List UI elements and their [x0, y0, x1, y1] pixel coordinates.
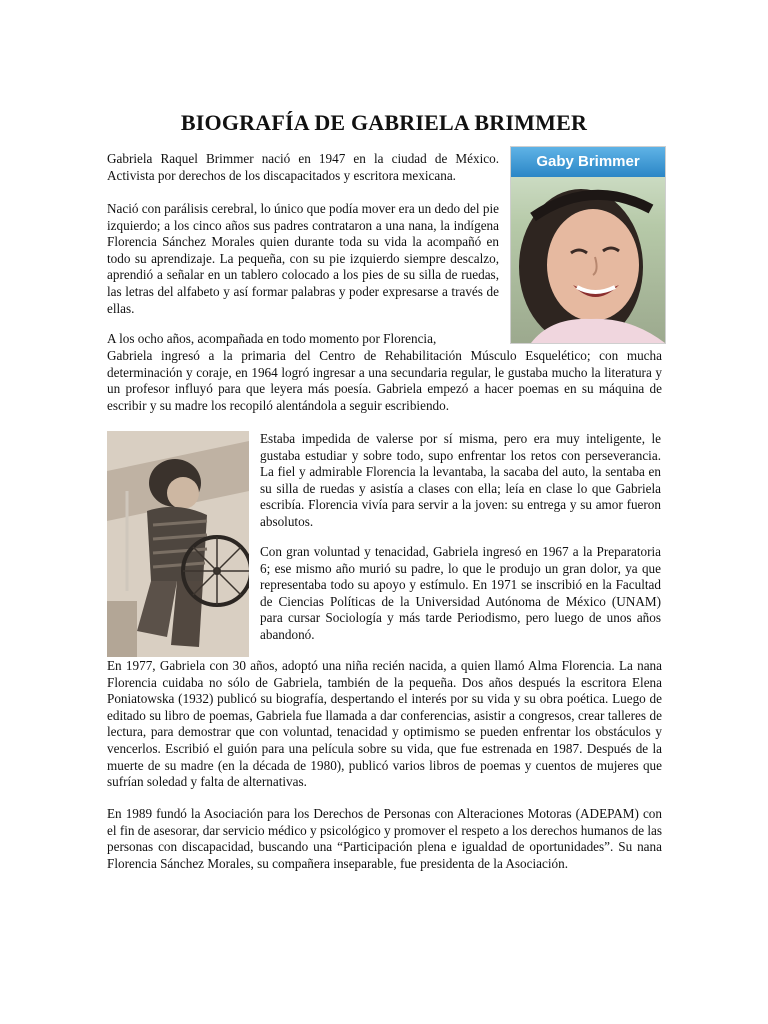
gaby-brimmer-portrait — [510, 146, 666, 344]
paragraph-age8-first-line: A los ocho años, acompañada en todo momento por Florencia, — [107, 331, 437, 346]
paragraph-birth: Nació con parálisis cerebral, lo único que podía mover era un dedo del pie izquierdo; a los cinco años sus padres contrataron a una nana, la indígena Florencia Sánchez Morales quien durante toda su vida la acompañó en todo su aprendizaje. La pequeña, con su pie izquierdo siempre descalzo, aprendió a señalar en un tablero colocado a los pies de su silla de ruedas, las letras del alfabeto y así formar palabras y poder expresarse a través de ellas. — [107, 201, 499, 316]
portrait-photo-icon — [511, 147, 665, 343]
wheelchair-photo-icon — [107, 431, 249, 657]
paragraph-prepa: Con gran voluntad y tenacidad, Gabriela ingresó en 1967 a la Preparatoria 6; ese mismo año murió su padre, lo que le produjo un gran dolor, ya que representaba todo su apoyo y estímulo. En 1971 se inscribió en la Facultad de Ciencias Políticas de la Universidad Autónoma de México (UNAM) para cursar Sociología y más tarde Periodismo, pero luego de unos años abandonó. — [260, 544, 661, 642]
wheelchair-photo — [107, 431, 249, 657]
paragraph-age8: Gabriela ingresó a la primaria del Centro de Rehabilitación Músculo Esquelético; con mucha determinación y coraje, en 1964 logró ingresar a una secundaria regular, le gustaba mucho la literatura y un profesor influyó para que leyera más poesía. Gabriela empezó a hacer poemas en su máquina de escribir y su madre los recopiló alentándola a seguir escribiendo. — [107, 348, 662, 413]
paragraph-1989: En 1989 fundó la Asociación para los Derechos de Personas con Alteraciones Motoras (ADEPAM) con el fin de asesorar, dar servicio médico y psicológico y promover el respeto a los derechos humanos de las personas con discapacidad, buscando una “Participación plena e igualdad de oportunidades”. Su nana Florencia Sánchez Morales, su compañera inseparable, fue presidenta de la Asociación. — [107, 806, 663, 871]
paragraph-intro: Gabriela Raquel Brimmer nació en 1947 en la ciudad de México. Activista por derechos de los discapacitados y escritora mexicana. — [107, 151, 499, 183]
paragraph-1977: En 1977, Gabriela con 30 años, adoptó una niña recién nacida, a quien llamó Alma Florencia. La nana Florencia cuidaba no sólo de Gabriela, también de la pequeña. Dos años después la escritora Elena Poniatowska (1932) publicó su biografía, despertando el interés por su vida y su obra poética. Luego de editado su libro de poemas, Gabriela fue llamada a dar conferencias, asistir a congresos, crear talleres de lectura, para demostrar que con voluntad, tenacidad y optimismo se pueden enfrentar los obstáculos y vencerlos. Escribió el guión para una película sobre su vida, que fue estrenada en 1987. Después de la muerte de su madre (en la década de 1980), publicó varios libros de poemas y cuentos de mujeres que sufrían soledad y falta de alternativas. — [107, 658, 662, 790]
page-title: BIOGRAFÍA DE GABRIELA BRIMMER — [180, 110, 588, 135]
paragraph-impeded: Estaba impedida de valerse por sí misma, pero era muy inteligente, le gustaba estudiar y sobre todo, supo enfrentar los retos con perseverancia. La fiel y admirable Florencia la levantaba, la sacaba del auto, la sentaba en su silla de ruedas y asistía a clases con ella; leía en clase lo que Gabriela escribía. Florencia vivía para servir a la joven: su entrega y su amor fueron absolutos. — [260, 431, 661, 529]
portrait-caption: Gaby Brimmer — [511, 147, 665, 177]
